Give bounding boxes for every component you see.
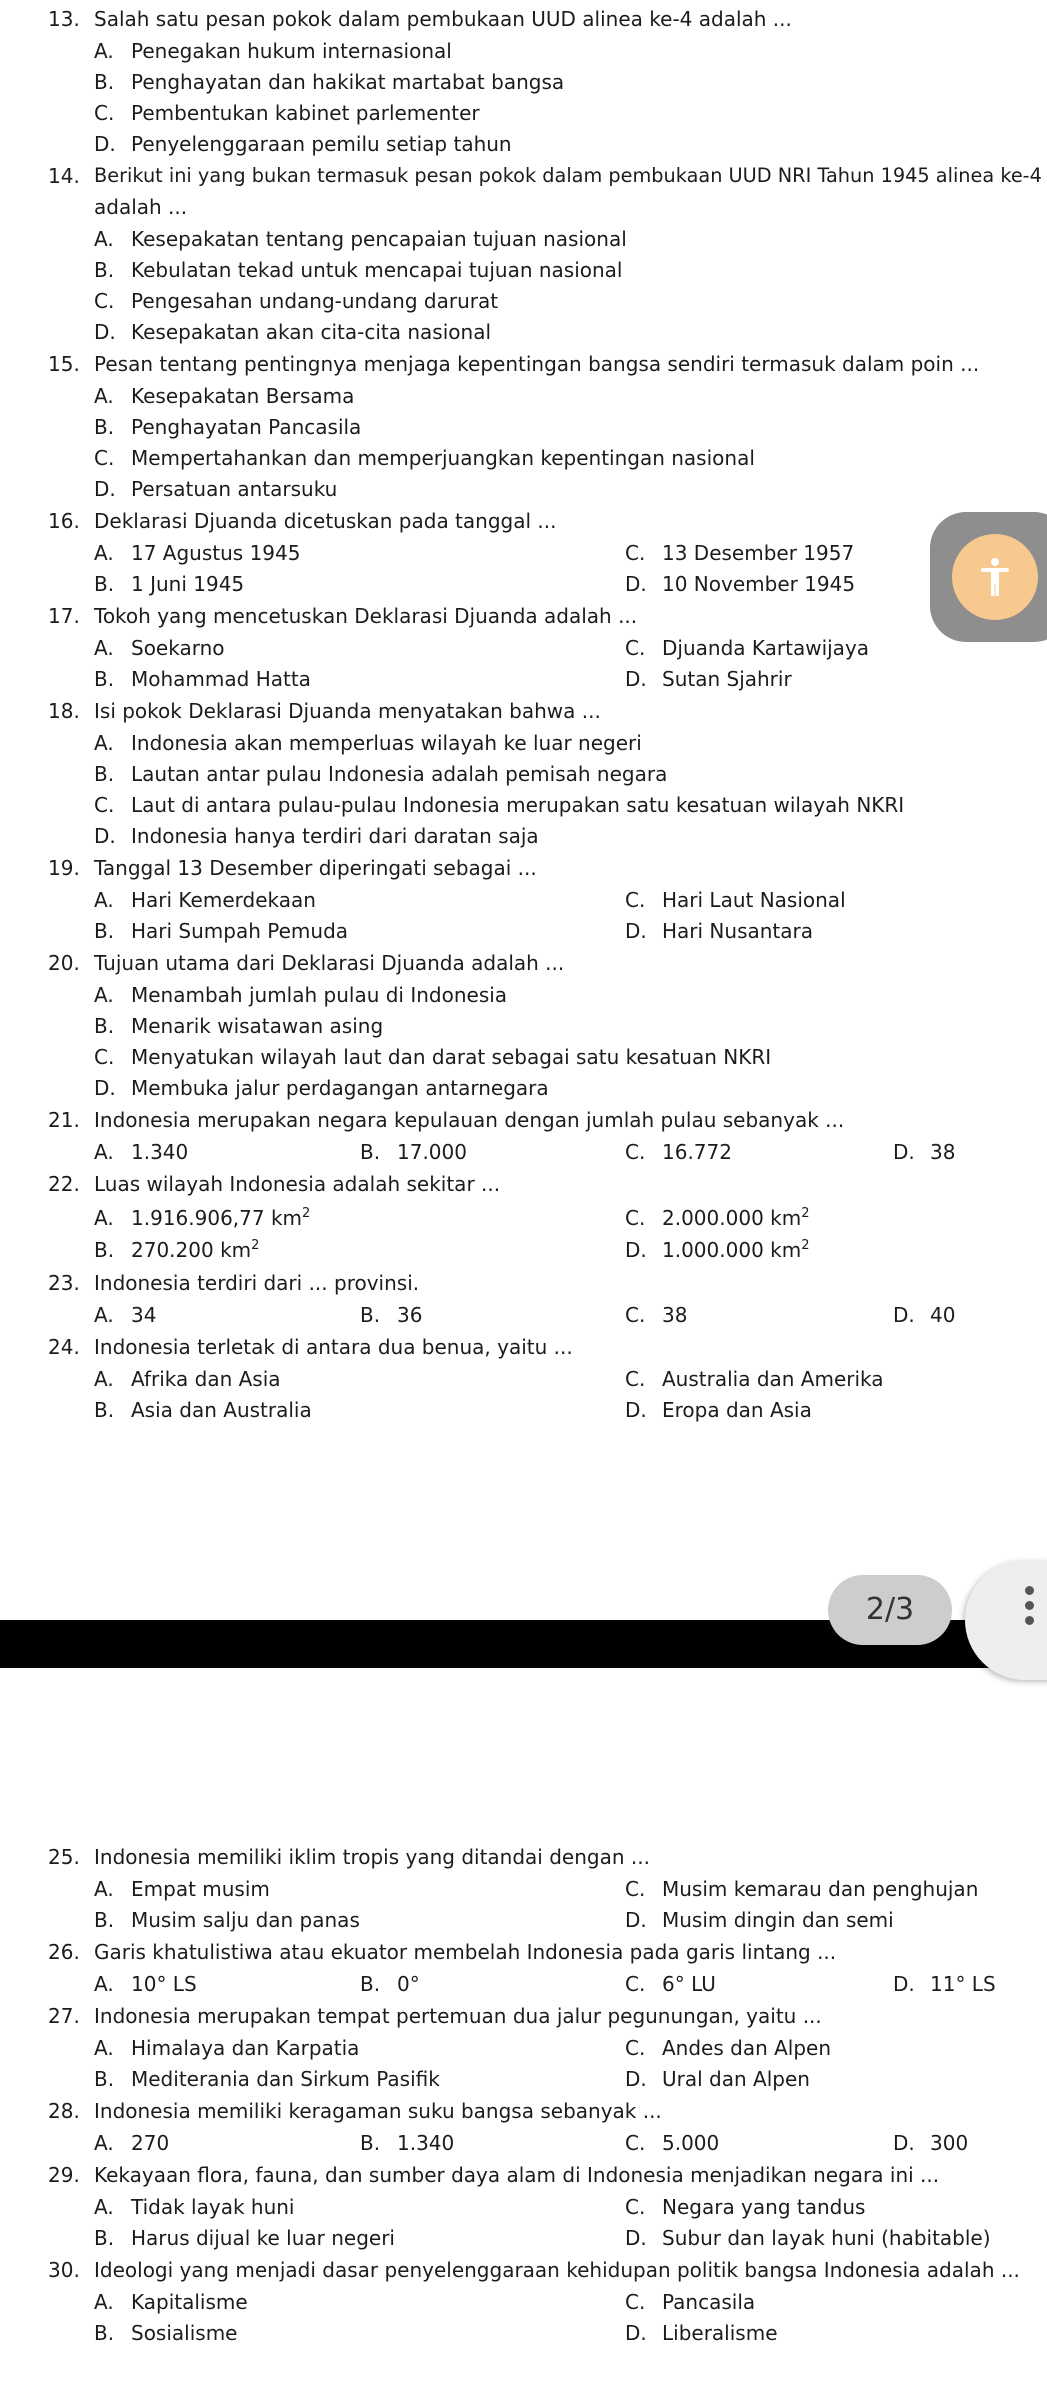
option-d: D. Musim dingin dan semi bbox=[625, 1908, 894, 1932]
option-b: B. Menarik wisatawan asing bbox=[94, 1014, 384, 1038]
question-text: Kekayaan flora, fauna, dan sumber daya alam di Indonesia menjadikan negara ini ... bbox=[94, 2163, 940, 2187]
question-22 bbox=[0, 1168, 1047, 1200]
question-number: 29. bbox=[48, 2163, 80, 2187]
question-number: 13. bbox=[48, 7, 80, 31]
option-c: C. Pembentukan kabinet parlementer bbox=[94, 101, 480, 125]
question-text: Luas wilayah Indonesia adalah sekitar ... bbox=[94, 1172, 501, 1196]
option-c: C. Musim kemarau dan penghujan bbox=[625, 1877, 979, 1901]
question-17 bbox=[0, 600, 1047, 632]
option-a: A. 17 Agustus 1945 bbox=[94, 541, 301, 565]
question-text: Tujuan utama dari Deklarasi Djuanda adalah ... bbox=[94, 951, 565, 975]
question-text: Ideologi yang menjadi dasar penyelenggaraan kehidupan politik bangsa Indonesia adalah ... bbox=[94, 2258, 1020, 2282]
option-b: B. 17.000 bbox=[360, 1140, 467, 1164]
option-c: C. Andes dan Alpen bbox=[625, 2036, 832, 2060]
option-d: D. 38 bbox=[893, 1140, 956, 1164]
option-b: B. Hari Sumpah Pemuda bbox=[94, 919, 349, 943]
question-26 bbox=[0, 1936, 1047, 1968]
question-29 bbox=[0, 2159, 1047, 2191]
question-19 bbox=[0, 852, 1047, 884]
option-a: A. 34 bbox=[94, 1303, 157, 1327]
option-d: D. Indonesia hanya terdiri dari daratan saja bbox=[94, 824, 539, 848]
option-b: B. 1 Juni 1945 bbox=[94, 572, 245, 596]
question-text: Isi pokok Deklarasi Djuanda menyatakan bahwa ... bbox=[94, 699, 601, 723]
question-27 bbox=[0, 2000, 1047, 2032]
question-text: Berikut ini yang bukan termasuk pesan pokok dalam pembukaan UUD NRI Tahun 1945 alinea ke-4 bbox=[94, 164, 1042, 187]
question-text: Indonesia merupakan tempat pertemuan dua jalur pegunungan, yaitu ... bbox=[94, 2004, 822, 2028]
option-a: A. Hari Kemerdekaan bbox=[94, 888, 316, 912]
option-a: A. 10° LS bbox=[94, 1972, 197, 1996]
option-d: D. Subur dan layak huni (habitable) bbox=[625, 2226, 991, 2250]
question-number: 22. bbox=[48, 1172, 80, 1196]
question-number: 18. bbox=[48, 699, 80, 723]
option-d: D. 1.000.000 $km^2$ bbox=[625, 1238, 810, 1262]
option-b: B. 1.340 bbox=[360, 2131, 455, 2155]
option-c: C. Djuanda Kartawijaya bbox=[625, 636, 870, 660]
option-a: A. 1.916.906,77 $km^2$ bbox=[94, 1206, 311, 1230]
option-a: A. Soekarno bbox=[94, 636, 225, 660]
question-number: 20. bbox=[48, 951, 80, 975]
option-a: A. Empat musim bbox=[94, 1877, 270, 1901]
option-a: A. Afrika dan Asia bbox=[94, 1367, 281, 1391]
option-a: A. Tidak layak huni bbox=[94, 2195, 295, 2219]
page-indicator: 2/3 bbox=[828, 1575, 952, 1645]
option-a: A. Himalaya dan Karpatia bbox=[94, 2036, 360, 2060]
option-d: D. 300 bbox=[893, 2131, 969, 2155]
option-c: C. Mempertahankan dan memperjuangkan kepentingan nasional bbox=[94, 446, 755, 470]
option-c: C. 13 Desember 1957 bbox=[625, 541, 855, 565]
question-20 bbox=[0, 947, 1047, 979]
option-c: C. Australia dan Amerika bbox=[625, 1367, 884, 1391]
question-text: Indonesia terdiri dari ... provinsi. bbox=[94, 1271, 420, 1295]
option-b: B. 0° bbox=[360, 1972, 420, 1996]
question-number: 27. bbox=[48, 2004, 80, 2028]
option-b: B. Harus dijual ke luar negeri bbox=[94, 2226, 395, 2250]
question-number: 15. bbox=[48, 352, 80, 376]
option-b: B. Asia dan Australia bbox=[94, 1398, 312, 1422]
option-d: D. Membuka jalur perdagangan antarnegara bbox=[94, 1076, 549, 1100]
question-number: 30. bbox=[48, 2258, 80, 2282]
option-b: B. 270.200 $km^2$ bbox=[94, 1238, 260, 1262]
option-d: D. Sutan Sjahrir bbox=[625, 667, 792, 691]
option-a: A. Kapitalisme bbox=[94, 2290, 248, 2314]
option-a: A. 270 bbox=[94, 2131, 170, 2155]
question-number: 28. bbox=[48, 2099, 80, 2123]
option-c: C. Menyatukan wilayah laut dan darat sebagai satu kesatuan NKRI bbox=[94, 1045, 772, 1069]
question-text: Tokoh yang mencetuskan Deklarasi Djuanda adalah ... bbox=[94, 604, 638, 628]
option-b: B. Sosialisme bbox=[94, 2321, 238, 2345]
question-21 bbox=[0, 1104, 1047, 1136]
option-b: B. Musim salju dan panas bbox=[94, 1908, 360, 1932]
option-d: D. Eropa dan Asia bbox=[625, 1398, 812, 1422]
question-text: Pesan tentang pentingnya menjaga kepentingan bangsa sendiri termasuk dalam poin ... bbox=[94, 352, 980, 376]
question-30 bbox=[0, 2254, 1047, 2286]
question-23 bbox=[0, 1267, 1047, 1299]
option-d: D. Ural dan Alpen bbox=[625, 2067, 810, 2091]
option-d: D. Kesepakatan akan cita-cita nasional bbox=[94, 320, 491, 344]
question-text: Indonesia merupakan negara kepulauan dengan jumlah pulau sebanyak ... bbox=[94, 1108, 845, 1132]
question-text: Indonesia memiliki iklim tropis yang ditandai dengan ... bbox=[94, 1845, 650, 1869]
question-text: Deklarasi Djuanda dicetuskan pada tanggal ... bbox=[94, 509, 557, 533]
question-16 bbox=[0, 505, 1047, 537]
question-13 bbox=[0, 3, 1047, 35]
question-number: 25. bbox=[48, 1845, 80, 1869]
option-c: C. Negara yang tandus bbox=[625, 2195, 866, 2219]
option-d: D. 10 November 1945 bbox=[625, 572, 856, 596]
question-number: 24. bbox=[48, 1335, 80, 1359]
question-number: 19. bbox=[48, 856, 80, 880]
question-14 bbox=[0, 160, 1047, 192]
option-d: D. Hari Nusantara bbox=[625, 919, 813, 943]
question-text: Tanggal 13 Desember diperingati sebagai ... bbox=[94, 856, 537, 880]
question-28 bbox=[0, 2095, 1047, 2127]
option-c: C. 2.000.000 $km^2$ bbox=[625, 1206, 810, 1230]
option-b: B. Mediterania dan Sirkum Pasifik bbox=[94, 2067, 440, 2091]
option-c: C. 6° LU bbox=[625, 1972, 716, 1996]
option-c: C. Laut di antara pulau-pulau Indonesia merupakan satu kesatuan wilayah NKRI bbox=[94, 793, 905, 817]
question-text: Indonesia memiliki keragaman suku bangsa sebanyak ... bbox=[94, 2099, 662, 2123]
option-a: A. Penegakan hukum internasional bbox=[94, 39, 452, 63]
option-c: C. 5.000 bbox=[625, 2131, 720, 2155]
option-b: B. 36 bbox=[360, 1303, 423, 1327]
question-number: 14. bbox=[48, 164, 80, 188]
question-number: 17. bbox=[48, 604, 80, 628]
question-text: Garis khatulistiwa atau ekuator membelah Indonesia pada garis lintang ... bbox=[94, 1940, 837, 1964]
option-a: A. Menambah jumlah pulau di Indonesia bbox=[94, 983, 508, 1007]
option-a: A. 1.340 bbox=[94, 1140, 189, 1164]
option-c: C. 38 bbox=[625, 1303, 688, 1327]
option-a: A. Indonesia akan memperluas wilayah ke luar negeri bbox=[94, 731, 642, 755]
question-text: Indonesia terletak di antara dua benua, yaitu ... bbox=[94, 1335, 573, 1359]
worksheet-page-3 bbox=[0, 1780, 1047, 2384]
option-b: B. Mohammad Hatta bbox=[94, 667, 311, 691]
accessibility-icon-circle bbox=[952, 534, 1038, 620]
option-d: D. 40 bbox=[893, 1303, 956, 1327]
option-c: C. Hari Laut Nasional bbox=[625, 888, 846, 912]
question-25 bbox=[0, 1841, 1047, 1873]
question-number: 16. bbox=[48, 509, 80, 533]
option-b: B. Penghayatan Pancasila bbox=[94, 415, 362, 439]
option-d: D. Liberalisme bbox=[625, 2321, 778, 2345]
accessibility-button[interactable] bbox=[930, 512, 1047, 642]
question-text-line-2: adalah ... bbox=[94, 195, 188, 219]
option-d: D. Persatuan antarsuku bbox=[94, 477, 338, 501]
option-c: C. 16.772 bbox=[625, 1140, 732, 1164]
question-text: Salah satu pesan pokok dalam pembukaan UUD alinea ke-4 adalah ... bbox=[94, 7, 792, 31]
option-c: C. Pengesahan undang-undang darurat bbox=[94, 289, 499, 313]
accessibility-person-icon bbox=[977, 556, 1013, 598]
option-b: B. Kebulatan tekad untuk mencapai tujuan nasional bbox=[94, 258, 623, 282]
option-c: C. Pancasila bbox=[625, 2290, 756, 2314]
question-number: 21. bbox=[48, 1108, 80, 1132]
option-a: A. Kesepakatan tentang pencapaian tujuan nasional bbox=[94, 227, 627, 251]
question-14-continued bbox=[0, 191, 1047, 223]
option-b: B. Lautan antar pulau Indonesia adalah pemisah negara bbox=[94, 762, 668, 786]
question-24 bbox=[0, 1331, 1047, 1363]
option-d: D. 11° LS bbox=[893, 1972, 996, 1996]
question-18 bbox=[0, 695, 1047, 727]
option-d: D. Penyelenggaraan pemilu setiap tahun bbox=[94, 132, 512, 156]
option-a: A. Kesepakatan Bersama bbox=[94, 384, 355, 408]
question-15 bbox=[0, 348, 1047, 380]
option-b: B. Penghayatan dan hakikat martabat bangsa bbox=[94, 70, 565, 94]
question-number: 23. bbox=[48, 1271, 80, 1295]
question-number: 26. bbox=[48, 1940, 80, 1964]
